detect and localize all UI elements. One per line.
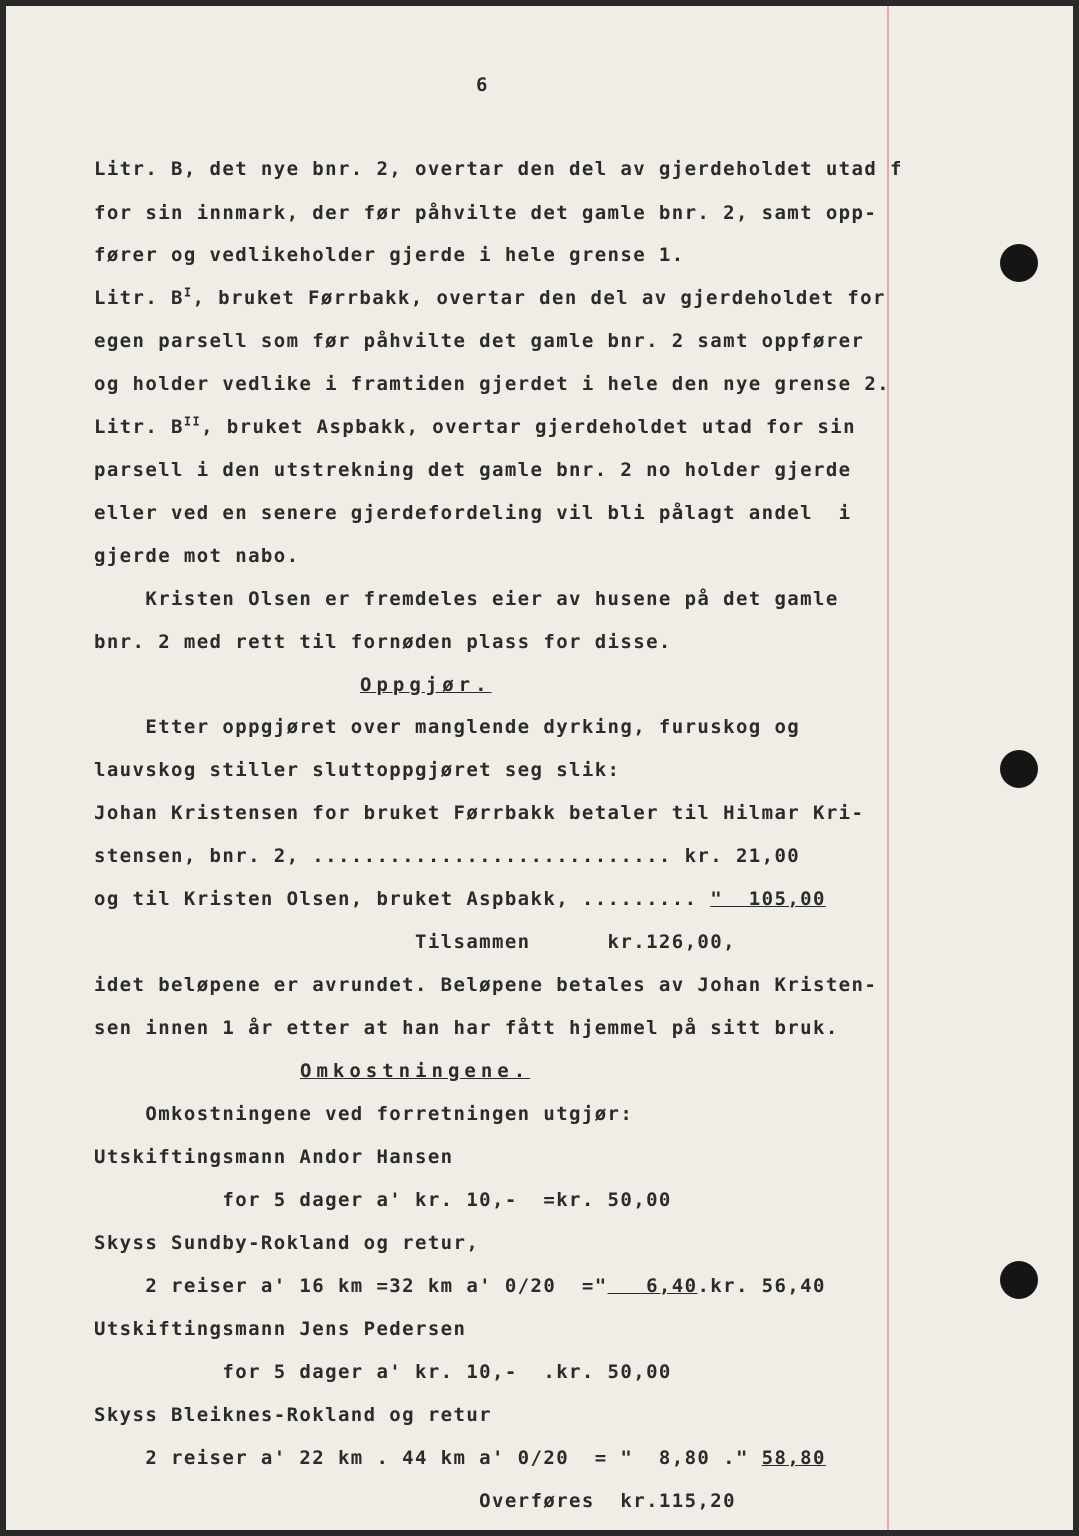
document-page xyxy=(6,6,1073,1530)
text-line: parsell i den utstrekning det gamle bnr. 2 no holder gjerde xyxy=(94,459,852,481)
text-line: Kristen Olsen er fremdeles eier av husene på det gamle xyxy=(94,588,839,610)
punch-hole-middle xyxy=(1000,750,1038,788)
text-line: bnr. 2 med rett til fornøden plass for disse. xyxy=(94,631,672,653)
text-line: fører og vedlikeholder gjerde i hele grense 1. xyxy=(94,244,685,266)
text-line: og til Kristen Olsen, bruket Aspbakk, ......... " 105,00 xyxy=(94,888,826,910)
text-line: for 5 dager a' kr. 10,- =kr. 50,00 xyxy=(94,1189,672,1211)
text-line: Utskiftingsmann Andor Hansen xyxy=(94,1146,454,1168)
text-line: Skyss Bleiknes-Rokland og retur xyxy=(94,1404,493,1426)
text-line: 2 reiser a' 16 km =32 km a' 0/20 =" 6,40.kr. 56,40 xyxy=(94,1275,826,1297)
punch-hole-bottom xyxy=(1000,1261,1038,1299)
text-line: Litr. $B^I$, bruket Førrbakk, overtar den del av gjerdeholdet for xyxy=(94,285,886,309)
red-margin-line xyxy=(887,6,889,1530)
page-number: 6 xyxy=(476,74,489,96)
text-line: lauvskog stiller sluttoppgjøret seg slik: xyxy=(94,759,621,781)
text-line: 2 reiser a' 22 km . 44 km a' 0/20 = " 8,80 ." 58,80 xyxy=(94,1447,826,1469)
text-line: Etter oppgjøret over manglende dyrking, furuskog og xyxy=(94,716,801,738)
text-line: sen innen 1 år etter at han har fått hjemmel på sitt bruk. xyxy=(94,1017,839,1039)
text-line: gjerde mot nabo. xyxy=(94,545,300,567)
text-line: egen parsell som før påhvilte det gamle bnr. 2 samt oppfører xyxy=(94,330,865,352)
text-line: og holder vedlike i framtiden gjerdet i hele den nye grense 2. xyxy=(94,373,891,395)
text-line: Utskiftingsmann Jens Pedersen xyxy=(94,1318,467,1340)
section-heading-omkostningene: Omkostningene. xyxy=(300,1060,531,1082)
text-line: Litr. B, det nye bnr. 2, overtar den del av gjerdeholdet utad f xyxy=(94,158,903,180)
section-heading-oppgjor: Oppgjør. xyxy=(360,674,492,696)
text-line: Johan Kristensen for bruket Førrbakk betaler til Hilmar Kri- xyxy=(94,802,865,824)
text-line: eller ved en senere gjerdefordeling vil bli pålagt andel i xyxy=(94,502,852,524)
text-line: stensen, bnr. 2, ............................ kr. 21,00 xyxy=(94,845,801,867)
text-line: for 5 dager a' kr. 10,- .kr. 50,00 xyxy=(94,1361,672,1383)
text-line: Litr. $B^{II}$, bruket Aspbakk, overtar gjerdeholdet utad for sin xyxy=(94,414,856,438)
text-line: for sin innmark, der før påhvilte det gamle bnr. 2, samt opp- xyxy=(94,202,878,224)
text-line: idet beløpene er avrundet. Beløpene betales av Johan Kristen- xyxy=(94,974,878,996)
text-line: Skyss Sundby-Rokland og retur, xyxy=(94,1232,480,1254)
text-line: Omkostningene ved forretningen utgjør: xyxy=(94,1103,634,1125)
punch-hole-top xyxy=(1000,244,1038,282)
total-line: Tilsammen kr.126,00, xyxy=(94,931,736,953)
carry-over-line: Overføres kr.115,20 xyxy=(94,1490,736,1512)
